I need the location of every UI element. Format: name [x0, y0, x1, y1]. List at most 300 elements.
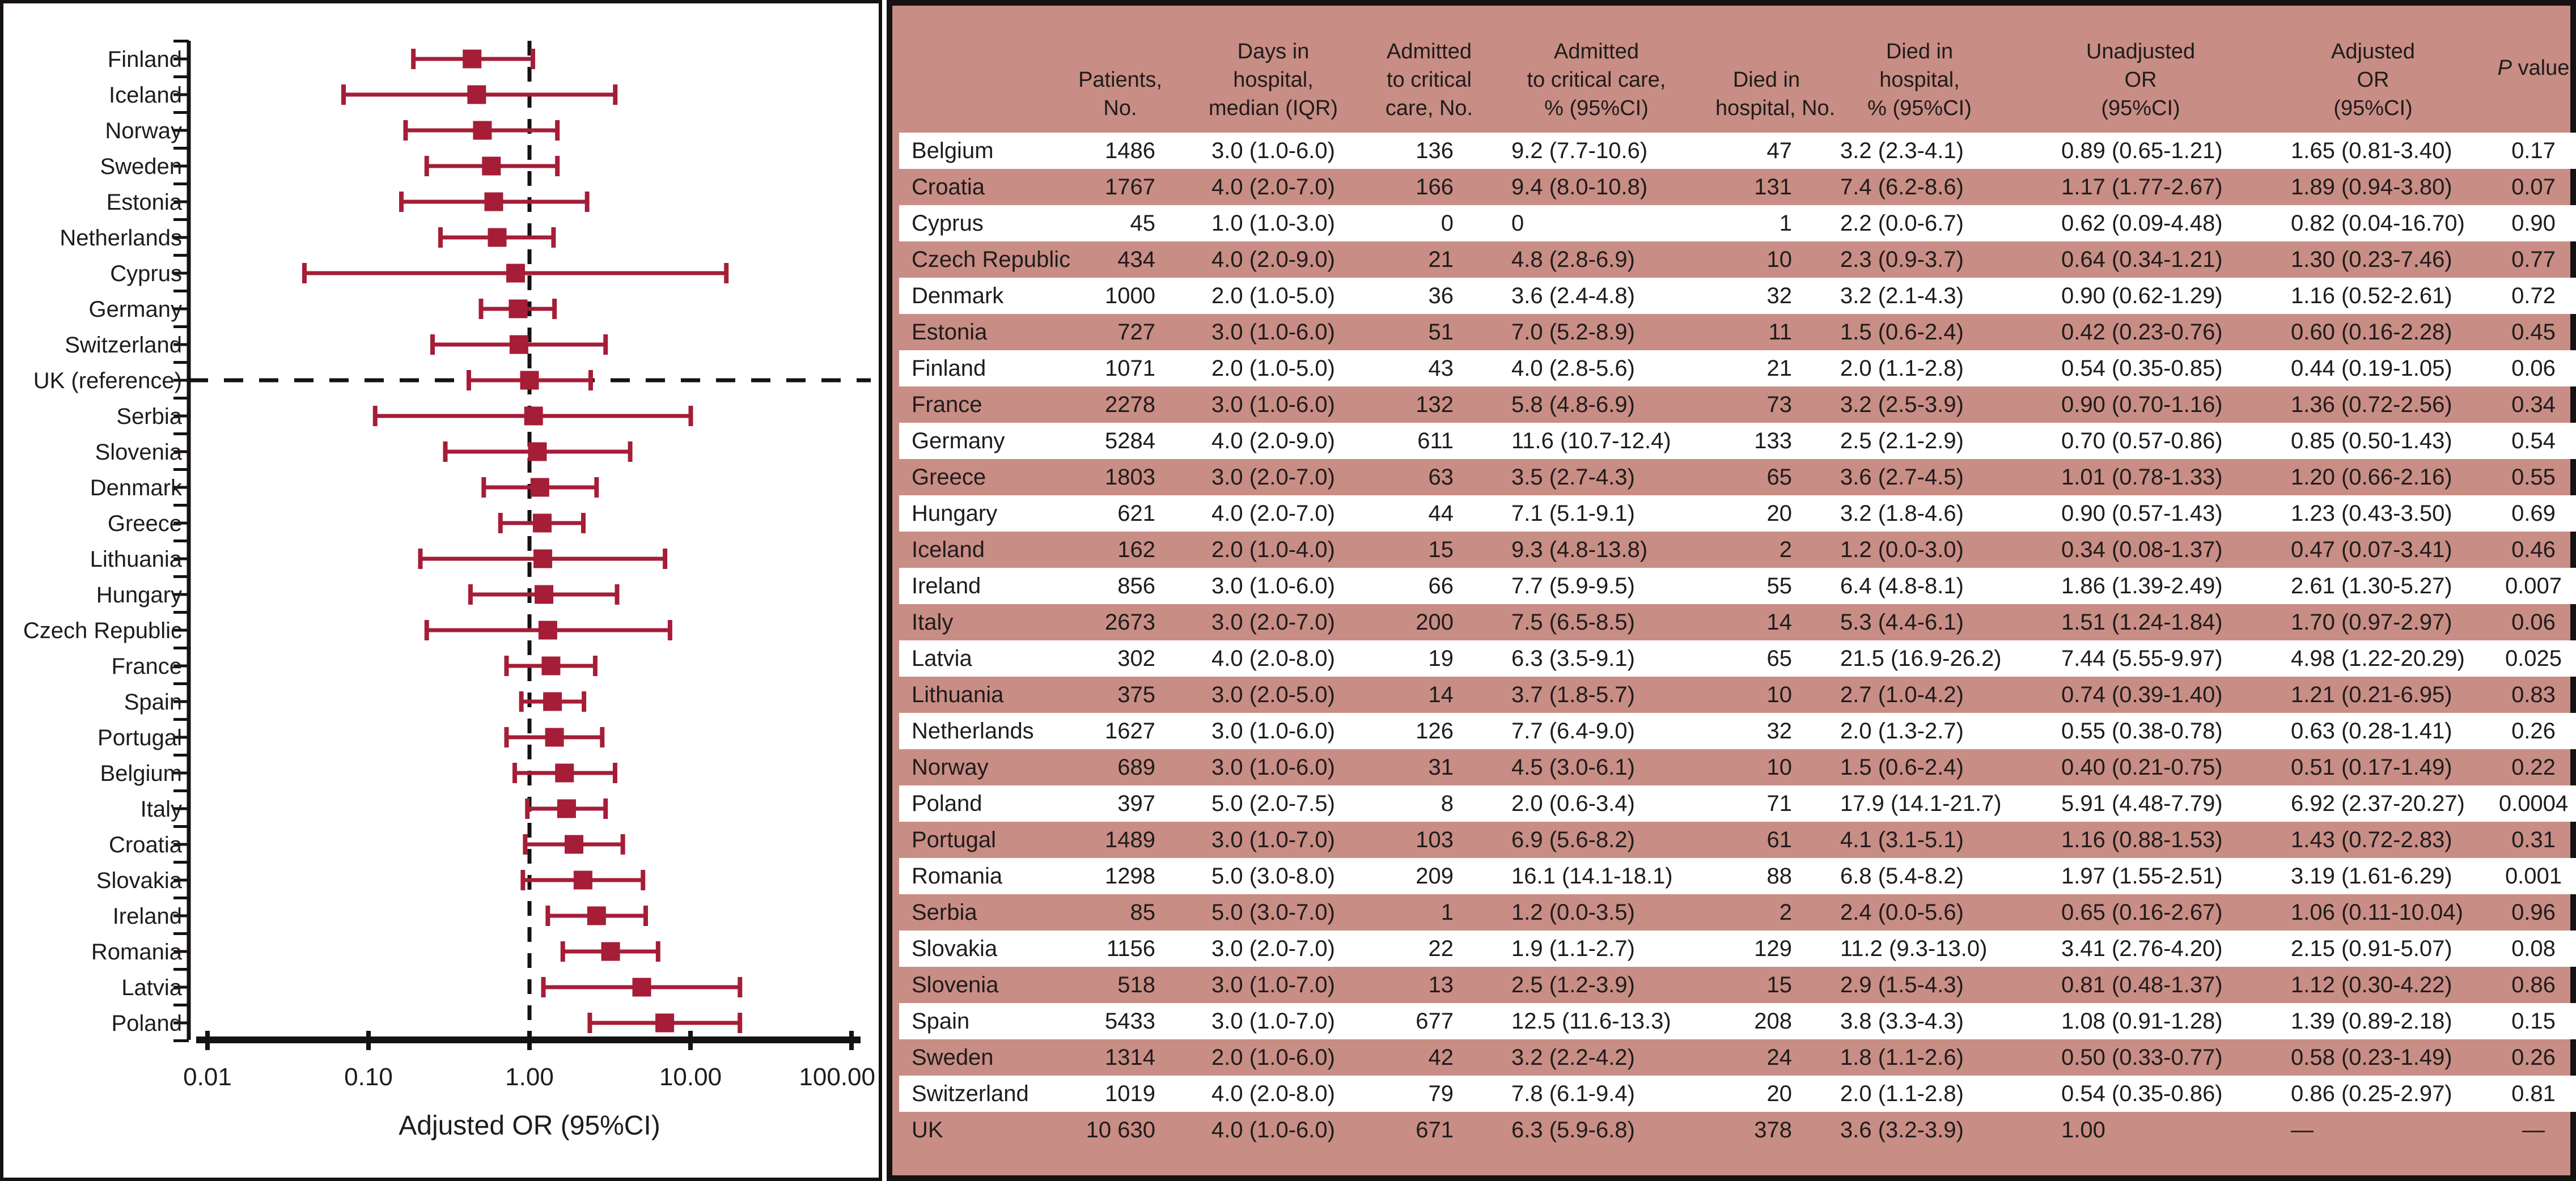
- cell-unadj: 0.81 (0.48-1.37): [2061, 972, 2223, 997]
- country-label: Netherlands: [60, 226, 182, 250]
- country-label: Romania: [91, 940, 182, 965]
- or-marker: [488, 228, 507, 247]
- cell-patients: 727: [1117, 319, 1155, 345]
- cell-unadj: 3.41 (2.76-4.20): [2061, 936, 2223, 961]
- cell-p: 0.15: [2511, 1008, 2556, 1034]
- outcomes-table-panel: [887, 0, 2576, 1181]
- cell-country: Lithuania: [912, 682, 1004, 707]
- cell-country: Slovenia: [912, 972, 999, 997]
- cell-adm_no: 132: [1416, 392, 1454, 417]
- country-label: Switzerland: [65, 333, 182, 358]
- cell-unadj: 0.74 (0.39-1.40): [2061, 682, 2223, 707]
- cell-p: 0.001: [2505, 863, 2562, 889]
- country-label: Italy: [140, 797, 182, 822]
- cell-unadj: 0.90 (0.70-1.16): [2061, 392, 2223, 417]
- cell-days: 3.0 (2.0-7.0): [1211, 609, 1335, 635]
- table-row-greece: [899, 459, 2576, 495]
- cell-adm_pct: 7.7 (5.9-9.5): [1511, 573, 1635, 598]
- cell-died_no: 131: [1754, 174, 1792, 199]
- cell-adm_pct: 5.8 (4.8-6.9): [1511, 392, 1635, 417]
- cell-adm_pct: 16.1 (14.1-18.1): [1511, 863, 1673, 889]
- forest-row-italy: [141, 797, 606, 822]
- cell-died_no: 55: [1766, 573, 1792, 598]
- cell-died_no: 2: [1779, 537, 1792, 562]
- cell-died_pct: 3.8 (3.3-4.3): [1840, 1008, 1964, 1034]
- table-row-finland: [899, 350, 2576, 386]
- cell-died_pct: 2.3 (0.9-3.7): [1840, 247, 1964, 272]
- cell-died_pct: 1.5 (0.6-2.4): [1840, 754, 1964, 780]
- cell-adm_no: 0: [1440, 210, 1454, 236]
- cell-days: 4.0 (2.0-8.0): [1211, 1081, 1335, 1106]
- cell-adm_pct: 3.5 (2.7-4.3): [1511, 464, 1635, 490]
- cell-adj: 1.65 (0.81-3.40): [2291, 138, 2452, 163]
- table-row-spain: [899, 1003, 2576, 1039]
- cell-adm_pct: 7.1 (5.1-9.1): [1511, 500, 1635, 526]
- cell-country: Greece: [912, 464, 986, 490]
- cell-died_pct: 6.8 (5.4-8.2): [1840, 863, 1964, 889]
- cell-country: Iceland: [912, 537, 985, 562]
- cell-country: Czech Republic: [912, 247, 1071, 272]
- table-row-romania: [899, 858, 2576, 894]
- cell-patients: 1486: [1105, 138, 1155, 163]
- cell-died_no: 24: [1766, 1044, 1792, 1070]
- table-row-denmark: [899, 278, 2576, 314]
- or-marker: [482, 157, 501, 176]
- forest-row-ireland: [113, 904, 646, 929]
- table-body: [899, 133, 2576, 1148]
- cell-died_pct: 1.8 (1.1-2.6): [1840, 1044, 1964, 1070]
- cell-adj: 1.43 (0.72-2.83): [2291, 827, 2452, 852]
- or-marker: [557, 800, 576, 818]
- cell-patients: 375: [1117, 682, 1155, 707]
- cell-p: 0.08: [2511, 936, 2556, 961]
- or-marker: [533, 514, 552, 533]
- cell-days: 2.0 (1.0-6.0): [1211, 1044, 1335, 1070]
- cell-adm_no: 1: [1440, 899, 1454, 925]
- col-header-unadj: Unadjusted OR (95%CI): [2086, 40, 2196, 120]
- cell-died_pct: 1.5 (0.6-2.4): [1840, 319, 1964, 345]
- country-label: Hungary: [96, 583, 182, 608]
- col-header-patients: Patients, No.: [1078, 68, 1162, 120]
- table-header: [899, 6, 2576, 133]
- cell-died_pct: 3.2 (2.5-3.9): [1840, 392, 1964, 417]
- cell-p: 0.55: [2511, 464, 2556, 490]
- cell-adm_pct: 3.7 (1.8-5.7): [1511, 682, 1635, 707]
- cell-adm_no: 209: [1416, 863, 1454, 889]
- cell-died_no: 10: [1766, 754, 1792, 780]
- cell-patients: 1019: [1105, 1081, 1155, 1106]
- forest-row-cyprus: [110, 261, 726, 286]
- or-marker: [467, 86, 486, 104]
- x-axis-title: Adjusted OR (95%CI): [399, 1111, 660, 1141]
- or-marker: [541, 657, 560, 676]
- cell-days: 3.0 (1.0-6.0): [1211, 392, 1335, 417]
- cell-adj: 1.36 (0.72-2.56): [2291, 392, 2452, 417]
- cell-died_no: 2: [1779, 899, 1792, 925]
- cell-adm_pct: 9.4 (8.0-10.8): [1511, 174, 1648, 199]
- cell-patients: 1298: [1105, 863, 1155, 889]
- or-marker: [473, 121, 492, 140]
- cell-died_no: 88: [1766, 863, 1792, 889]
- forest-row-finland: [108, 47, 533, 72]
- country-label: France: [111, 654, 182, 679]
- cell-adm_pct: 7.8 (6.1-9.4): [1511, 1081, 1635, 1106]
- cell-died_no: 47: [1766, 138, 1792, 163]
- panel-divider: [882, 0, 887, 1181]
- cell-died_pct: 2.0 (1.1-2.8): [1840, 355, 1964, 381]
- cell-adm_no: 66: [1428, 573, 1454, 598]
- cell-days: 3.0 (1.0-7.0): [1211, 1008, 1335, 1034]
- forest-row-lithuania: [90, 547, 665, 572]
- cell-adm_pct: 6.9 (5.6-8.2): [1511, 827, 1635, 852]
- cell-days: 2.0 (1.0-5.0): [1211, 355, 1335, 381]
- cell-days: 3.0 (1.0-7.0): [1211, 827, 1335, 852]
- table-row-italy: [899, 604, 2576, 640]
- cell-days: 3.0 (1.0-6.0): [1211, 718, 1335, 744]
- cell-patients: 1000: [1105, 283, 1155, 308]
- cell-died_no: 129: [1754, 936, 1792, 961]
- cell-died_no: 11: [1768, 319, 1792, 345]
- cell-country: Italy: [912, 609, 954, 635]
- cell-died_pct: 17.9 (14.1-21.7): [1840, 791, 2002, 816]
- table-row-sweden: [899, 1039, 2576, 1076]
- col-header-country: [899, 6, 1075, 133]
- cell-died_pct: 21.5 (16.9-26.2): [1840, 645, 2002, 671]
- cell-country: Belgium: [912, 138, 994, 163]
- country-label: Greece: [107, 511, 182, 536]
- cell-days: 4.0 (1.0-6.0): [1211, 1117, 1335, 1142]
- cell-p: 0.90: [2511, 210, 2556, 236]
- forest-row-spain: [124, 690, 584, 715]
- country-label: Estonia: [106, 190, 182, 215]
- cell-died_pct: 3.2 (2.3-4.1): [1840, 138, 1964, 163]
- or-marker: [543, 693, 562, 711]
- cell-adm_pct: 4.5 (3.0-6.1): [1511, 754, 1635, 780]
- cell-days: 2.0 (1.0-4.0): [1211, 537, 1335, 562]
- cell-adm_pct: 7.0 (5.2-8.9): [1511, 319, 1635, 345]
- country-label: Slovakia: [96, 868, 182, 893]
- table-row-iceland: [899, 532, 2576, 568]
- cell-adm_no: 126: [1416, 718, 1454, 744]
- country-label: Spain: [124, 690, 182, 715]
- cell-days: 2.0 (1.0-5.0): [1211, 283, 1335, 308]
- forest-row-slovenia: [95, 440, 630, 465]
- cell-country: Finland: [912, 355, 986, 381]
- cell-patients: 1489: [1105, 827, 1155, 852]
- cell-adj: 1.20 (0.66-2.16): [2291, 464, 2452, 490]
- cell-adj: 0.82 (0.04-16.70): [2291, 210, 2465, 236]
- country-label: Ireland: [112, 904, 182, 929]
- cell-adm_no: 677: [1416, 1008, 1454, 1034]
- cell-country: Norway: [912, 754, 989, 780]
- cell-country: Portugal: [912, 827, 996, 852]
- forest-row-romania: [91, 940, 658, 965]
- table-row-slovenia: [899, 967, 2576, 1003]
- country-label: Latvia: [121, 975, 182, 1000]
- cell-days: 3.0 (2.0-7.0): [1211, 936, 1335, 961]
- country-label: Serbia: [116, 404, 182, 429]
- cell-country: Sweden: [912, 1044, 994, 1070]
- outcomes-table: [899, 6, 2576, 1148]
- cell-p: 0.54: [2511, 428, 2556, 453]
- table-row-ireland: [899, 568, 2576, 604]
- cell-adm_no: 42: [1428, 1044, 1454, 1070]
- cell-unadj: 0.54 (0.35-0.86): [2061, 1081, 2223, 1106]
- cell-adm_no: 166: [1416, 174, 1454, 199]
- table-row-croatia: [899, 169, 2576, 205]
- cell-country: Poland: [912, 791, 982, 816]
- cell-adm_pct: 7.7 (6.4-9.0): [1511, 718, 1635, 744]
- cell-patients: 2278: [1105, 392, 1155, 417]
- cell-died_pct: 2.5 (2.1-2.9): [1840, 428, 1964, 453]
- cell-country: Latvia: [912, 645, 972, 671]
- cell-adj: 0.86 (0.25-2.97): [2291, 1081, 2452, 1106]
- or-marker: [633, 978, 651, 997]
- cell-adm_pct: 7.5 (6.5-8.5): [1511, 609, 1635, 635]
- cell-adm_pct: 0: [1511, 210, 1524, 236]
- cell-adj: 1.06 (0.11-10.04): [2291, 899, 2463, 925]
- cell-p: 0.46: [2511, 537, 2556, 562]
- cell-p: 0.17: [2511, 138, 2556, 163]
- cell-country: Croatia: [912, 174, 985, 199]
- cell-p: 0.77: [2511, 247, 2556, 272]
- table-row-latvia: [899, 640, 2576, 677]
- forest-plot-panel: [0, 0, 882, 1181]
- or-marker: [555, 764, 574, 783]
- country-label: Germany: [88, 297, 182, 322]
- cell-died_no: 15: [1766, 972, 1792, 997]
- cell-adj: 0.47 (0.07-3.41): [2291, 537, 2452, 562]
- cell-died_pct: 3.2 (2.1-4.3): [1840, 283, 1964, 308]
- cell-died_no: 61: [1766, 827, 1792, 852]
- cell-patients: 1767: [1105, 174, 1155, 199]
- or-marker: [463, 50, 481, 69]
- cell-adm_pct: 3.2 (2.2-4.2): [1511, 1044, 1635, 1070]
- table-row-switzerland: [899, 1076, 2576, 1112]
- or-marker: [655, 1014, 674, 1033]
- or-marker: [531, 478, 549, 497]
- forest-row-denmark: [90, 475, 597, 500]
- forest-row-hungary: [96, 583, 617, 608]
- cell-adj: 1.16 (0.52-2.61): [2291, 283, 2452, 308]
- cell-patients: 302: [1117, 645, 1155, 671]
- cell-country: Hungary: [912, 500, 998, 526]
- cell-country: UK: [912, 1117, 943, 1142]
- country-label: Iceland: [109, 83, 182, 108]
- cell-patients: 45: [1130, 210, 1155, 236]
- cell-adm_no: 103: [1416, 827, 1454, 852]
- or-marker: [587, 907, 606, 925]
- cell-adj: 1.23 (0.43-3.50): [2291, 500, 2452, 526]
- forest-row-belgium: [100, 761, 615, 786]
- cell-p: 0.06: [2511, 609, 2556, 635]
- country-label: Belgium: [100, 761, 182, 786]
- table-row-belgium: [899, 133, 2576, 169]
- forest-plot: [3, 3, 879, 1178]
- country-label: Finland: [107, 47, 182, 72]
- cell-adm_no: 15: [1428, 537, 1454, 562]
- or-marker: [539, 621, 557, 640]
- cell-p: 0.025: [2505, 645, 2562, 671]
- cell-died_pct: 2.0 (1.1-2.8): [1840, 1081, 1964, 1106]
- cell-p: 0.86: [2511, 972, 2556, 997]
- country-label: Cyprus: [110, 261, 182, 286]
- cell-days: 4.0 (2.0-7.0): [1211, 174, 1335, 199]
- cell-country: Denmark: [912, 283, 1004, 308]
- cell-p: 0.26: [2511, 718, 2556, 744]
- cell-adm_no: 51: [1428, 319, 1454, 345]
- cell-adj: 4.98 (1.22-20.29): [2291, 645, 2465, 671]
- cell-died_no: 1: [1779, 210, 1792, 236]
- forest-row-latvia: [121, 975, 740, 1000]
- col-header-died_no: Died in hospital, No.: [1715, 68, 1836, 120]
- cell-died_pct: 6.4 (4.8-8.1): [1840, 573, 1964, 598]
- table-row-poland: [899, 785, 2576, 822]
- cell-country: Romania: [912, 863, 1003, 889]
- cell-patients: 434: [1117, 247, 1155, 272]
- cell-adm_pct: 6.3 (5.9-6.8): [1511, 1117, 1635, 1142]
- forest-row-sweden: [100, 154, 557, 179]
- cell-died_no: 21: [1766, 355, 1792, 381]
- cell-adj: 0.63 (0.28-1.41): [2291, 718, 2452, 744]
- cell-adj: —: [2291, 1117, 2314, 1142]
- cell-adm_pct: 1.2 (0.0-3.5): [1511, 899, 1635, 925]
- cell-patients: 397: [1117, 791, 1155, 816]
- cell-adm_pct: 1.9 (1.1-2.7): [1511, 936, 1635, 961]
- cell-p: 0.45: [2511, 319, 2556, 345]
- cell-unadj: 1.97 (1.55-2.51): [2061, 863, 2223, 889]
- cell-died_no: 10: [1766, 682, 1792, 707]
- cell-adj: 1.12 (0.30-4.22): [2291, 972, 2452, 997]
- cell-adj: 6.92 (2.37-20.27): [2291, 791, 2465, 816]
- cell-p: 0.83: [2511, 682, 2556, 707]
- cell-days: 3.0 (2.0-7.0): [1211, 464, 1335, 490]
- col-header-adj: Adjusted OR (95%CI): [2331, 40, 2415, 120]
- cell-died_pct: 2.4 (0.0-5.6): [1840, 899, 1964, 925]
- cell-p: 0.22: [2511, 754, 2556, 780]
- cell-country: Serbia: [912, 899, 977, 925]
- cell-adj: 1.30 (0.23-7.46): [2291, 247, 2452, 272]
- cell-adm_pct: 6.3 (3.5-9.1): [1511, 645, 1635, 671]
- country-label: Croatia: [109, 832, 182, 857]
- cell-adm_no: 44: [1428, 500, 1454, 526]
- cell-died_no: 65: [1766, 464, 1792, 490]
- cell-unadj: 7.44 (5.55-9.97): [2061, 645, 2223, 671]
- cell-days: 4.0 (2.0-9.0): [1211, 247, 1335, 272]
- cell-adj: 0.85 (0.50-1.43): [2291, 428, 2452, 453]
- cell-died_no: 65: [1766, 645, 1792, 671]
- cell-patients: 1314: [1105, 1044, 1155, 1070]
- cell-days: 3.0 (2.0-5.0): [1211, 682, 1335, 707]
- cell-adm_no: 200: [1416, 609, 1454, 635]
- forest-row-switzerland: [65, 333, 605, 358]
- cell-patients: 856: [1117, 573, 1155, 598]
- or-marker: [509, 300, 527, 318]
- or-marker: [506, 264, 525, 283]
- cell-adm_pct: 4.8 (2.8-6.9): [1511, 247, 1635, 272]
- col-header-died_pct: Died in hospital, % (95%CI): [1867, 40, 1972, 120]
- cell-unadj: 0.65 (0.16-2.67): [2061, 899, 2223, 925]
- forest-row-estonia: [107, 190, 587, 215]
- col-header-days: Days in hospital, median (IQR): [1208, 40, 1338, 120]
- cell-country: Germany: [912, 428, 1005, 453]
- cell-adj: 0.60 (0.16-2.28): [2291, 319, 2452, 345]
- table-row-uk: [899, 1112, 2576, 1148]
- cell-adm_no: 36: [1428, 283, 1454, 308]
- forest-row-germany: [89, 297, 555, 322]
- cell-died_pct: 3.6 (2.7-4.5): [1840, 464, 1964, 490]
- cell-adm_no: 22: [1428, 936, 1454, 961]
- table-row-estonia: [899, 314, 2576, 350]
- table-row-netherlands: [899, 713, 2576, 749]
- cell-days: 5.0 (2.0-7.5): [1211, 791, 1335, 816]
- cell-country: Ireland: [912, 573, 981, 598]
- cell-patients: 621: [1117, 500, 1155, 526]
- table-header-row: [899, 6, 2576, 133]
- cell-country: Estonia: [912, 319, 988, 345]
- table-row-france: [899, 386, 2576, 423]
- cell-unadj: 0.90 (0.57-1.43): [2061, 500, 2223, 526]
- or-marker: [535, 585, 553, 604]
- cell-patients: 5284: [1105, 428, 1155, 453]
- cell-died_pct: 4.1 (3.1-5.1): [1840, 827, 1964, 852]
- country-label: UK (reference): [33, 368, 182, 393]
- cell-patients: 1803: [1105, 464, 1155, 490]
- cell-died_pct: 11.2 (9.3-13.0): [1840, 936, 1988, 961]
- cell-adm_pct: 12.5 (11.6-13.3): [1511, 1008, 1671, 1034]
- country-label: Czech Republic: [23, 618, 182, 643]
- cell-died_pct: 7.4 (6.2-8.6): [1840, 174, 1964, 199]
- cell-unadj: 1.08 (0.91-1.28): [2061, 1008, 2223, 1034]
- table-row-norway: [899, 749, 2576, 785]
- cell-p: 0.34: [2511, 392, 2556, 417]
- cell-p: 0.96: [2511, 899, 2556, 925]
- forest-row-greece: [108, 511, 583, 536]
- cell-patients: 2673: [1105, 609, 1155, 635]
- cell-died_pct: 2.0 (1.3-2.7): [1840, 718, 1964, 744]
- country-label: Sweden: [100, 154, 182, 179]
- cell-days: 4.0 (2.0-9.0): [1211, 428, 1335, 453]
- forest-row-netherlands: [60, 226, 553, 250]
- cell-p: 0.69: [2511, 500, 2556, 526]
- col-header-adm_pct: Admitted to critical care, % (95%CI): [1527, 40, 1666, 120]
- cell-unadj: 1.17 (1.77-2.67): [2061, 174, 2223, 199]
- cell-died_no: 73: [1766, 392, 1792, 417]
- or-marker: [524, 407, 543, 426]
- cell-adm_no: 21: [1428, 247, 1454, 272]
- cell-country: France: [912, 392, 982, 417]
- cell-p: 0.31: [2511, 827, 2556, 852]
- cell-adj: 2.61 (1.30-5.27): [2291, 573, 2452, 598]
- cell-unadj: 0.55 (0.38-0.78): [2061, 718, 2223, 744]
- cell-died_no: 20: [1766, 1081, 1792, 1106]
- cell-country: Cyprus: [912, 210, 984, 236]
- cell-p: 0.72: [2511, 283, 2556, 308]
- cell-country: Spain: [912, 1008, 970, 1034]
- country-label: Norway: [105, 118, 182, 143]
- cell-country: Switzerland: [912, 1081, 1029, 1106]
- cell-unadj: 0.90 (0.62-1.29): [2061, 283, 2223, 308]
- cell-patients: 1627: [1105, 718, 1155, 744]
- cell-adj: 1.89 (0.94-3.80): [2291, 174, 2452, 199]
- cell-patients: 10 630: [1086, 1117, 1155, 1142]
- country-label: Slovenia: [95, 440, 182, 465]
- cell-adm_no: 63: [1428, 464, 1454, 490]
- or-marker: [574, 871, 592, 890]
- cell-patients: 689: [1117, 754, 1155, 780]
- col-header-p: P value: [2497, 56, 2570, 80]
- cell-unadj: 0.34 (0.08-1.37): [2061, 537, 2223, 562]
